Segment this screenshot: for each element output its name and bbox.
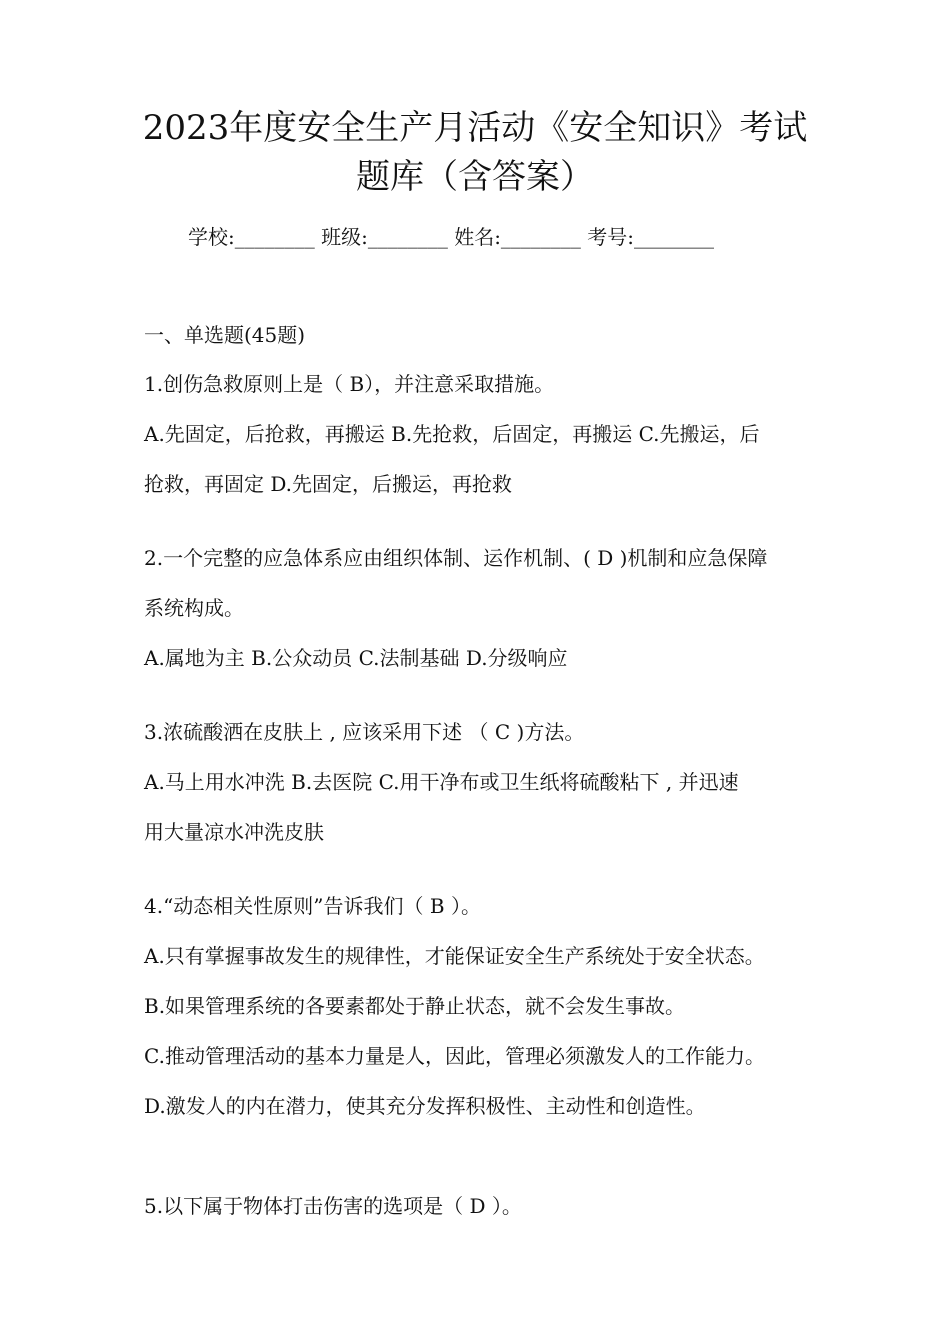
document-title-line-2: 题库（含答案） <box>356 157 594 197</box>
question-4-stem: 4.“动态相关性原则”告诉我们（ B ）。 <box>144 894 481 918</box>
question-1-options: A.先固定，后抢救，再搬运 B.先抢救，后固定，再搬运 C.先搬运，后 <box>144 422 760 446</box>
question-1-stem: 1.创伤急救原则上是（ B），并注意采取措施。 <box>144 372 555 396</box>
document-title-line-1: 2023年度安全生产月活动《安全知识》考试 <box>142 108 808 148</box>
question-4-option-a: A.只有掌握事故发生的规律性，才能保证安全生产系统处于安全状态。 <box>144 944 765 968</box>
question-2-options: A.属地为主 B.公众动员 C.法制基础 D.分级响应 <box>144 646 568 670</box>
question-4-option-c: C.推动管理活动的基本力量是人，因此，管理必须激发人的工作能力。 <box>144 1044 765 1068</box>
question-3-options: 用大量凉水冲洗皮肤 <box>144 820 324 844</box>
student-info-line: 学校:________ 班级:________ 姓名:________ 考号:________ <box>188 225 715 249</box>
question-3-options: A.马上用水冲洗 B.去医院 C.用干净布或卫生纸将硫酸粘下 , 并迅速 <box>144 770 739 794</box>
question-3-stem: 3.浓硫酸洒在皮肤上 , 应该采用下述 （ C )方法。 <box>144 720 585 744</box>
question-5-stem: 5.以下属于物体打击伤害的选项是（ D ）。 <box>144 1194 522 1218</box>
question-4-option-b: B.如果管理系统的各要素都处于静止状态，就不会发生事故。 <box>144 994 686 1018</box>
section-heading: 一、单选题(45题) <box>144 323 306 347</box>
question-2-stem: 系统构成。 <box>144 596 244 620</box>
question-1-options: 抢救，再固定 D.先固定，后搬运，再抢救 <box>144 472 513 496</box>
question-2-stem: 2.一个完整的应急体系应由组织体制、运作机制、( D )机制和应急保障 <box>144 546 768 570</box>
question-4-option-d: D.激发人的内在潜力，使其充分发挥积极性、主动性和创造性。 <box>144 1094 706 1118</box>
